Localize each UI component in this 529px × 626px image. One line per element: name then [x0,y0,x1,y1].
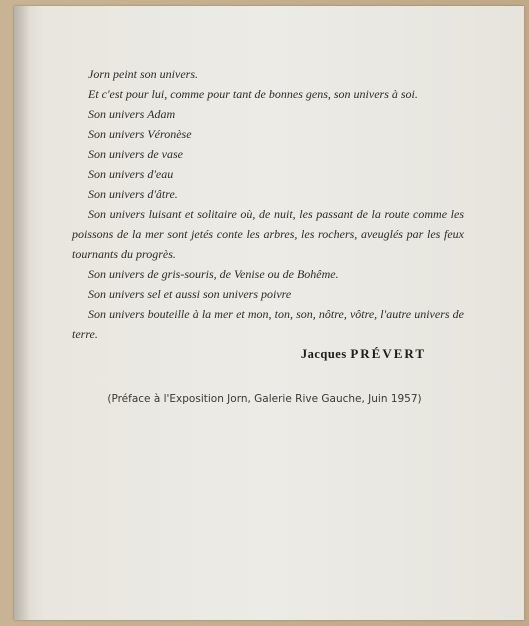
poem-line: Jorn peint son univers. [88,67,198,81]
preface-note: (Préface à l'Exposition Jorn, Galerie Rive Gauche, Juin 1957) [107,393,422,405]
poem-line: Son univers sel et aussi son univers poivre [88,287,292,301]
poem-line: Son univers Adam [88,107,176,121]
poem-line: Son univers d'eau [88,167,174,181]
poem-line: Son univers Véronèse [88,127,192,141]
poem-paragraph: Son univers luisant et solitaire où, de nuit, les passant de la route comme les poissons de la mer sont jetés conte les arbres, les rochers, aveuglés par les feux tournants du progrès. [72,207,464,261]
page-gutter-shadow [14,6,30,620]
author-first-name: Jacques [300,347,347,361]
author-last-name: PRÉVERT [350,346,426,361]
poem-text [72,64,464,344]
poem-line: Et c'est pour lui, comme pour tant de bonnes gens, son univers à soi. [88,87,418,101]
author-signature [72,346,426,362]
poem-line: Son univers de gris-souris, de Venise ou de Bohême. [88,267,339,281]
poem-line: Son univers d'âtre. [88,187,178,201]
poem-line: Son univers de vase [88,147,183,161]
poem-paragraph: Son univers bouteille à la mer et mon, ton, son, nôtre, vôtre, l'autre univers de terre. [72,307,464,341]
